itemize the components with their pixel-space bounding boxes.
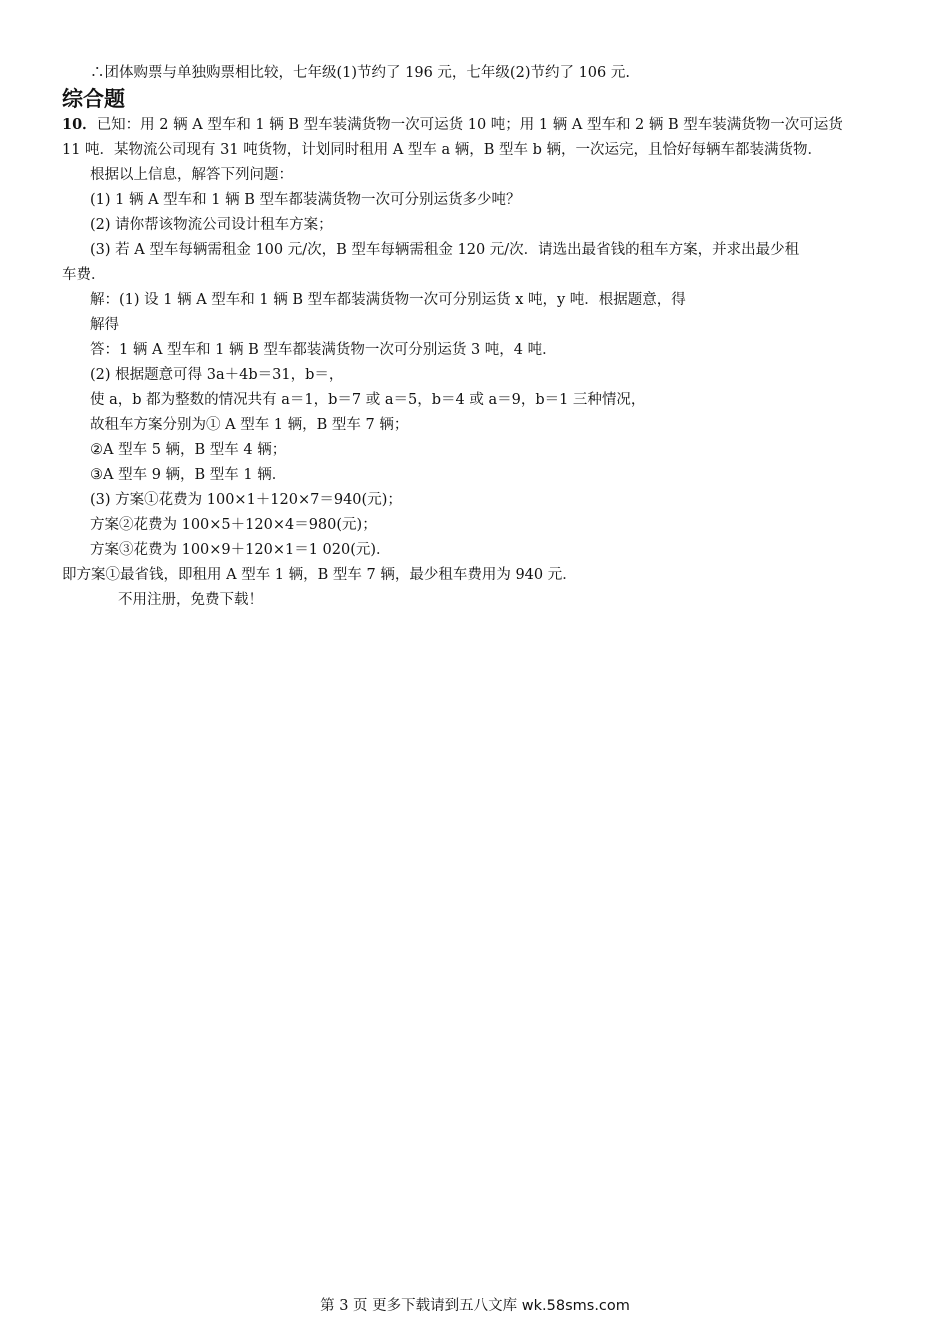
section-heading: 综合题 <box>62 87 125 111</box>
solution-line-6: 故租车方案分别为① A 型车 1 辆，B 型车 7 辆； <box>90 417 409 433</box>
free-download-note: 不用注册，免费下载！ <box>118 592 263 608</box>
question-part-1: (1) 1 辆 A 型车和 1 辆 B 型车都装满货物一次可分别运货多少吨？ <box>90 192 521 208</box>
question-part-3-line-1: (3) 若 A 型车每辆需租金 100 元/次，B 型车每辆需租金 120 元/次．请选出最省钱的租车方案，并求出最少租 <box>90 242 800 258</box>
solution-line-4: (2) 根据题意可得 3a＋4b＝31，b＝， <box>90 367 344 383</box>
page-footer <box>0 1297 950 1315</box>
solution-line-12: 即方案①最省钱，即租用 A 型车 1 辆，B 型车 7 辆，最少租车费用为 940 元． <box>62 567 577 583</box>
intro-conclusion-line: ∴团体购票与单独购票相比较，七年级(1)节约了 196 元，七年级(2)节约了 106 元. <box>90 65 630 81</box>
solution-line-2: 解得 <box>90 317 119 333</box>
solution-line-5: 使 a，b 都为整数的情况共有 a＝1，b＝7 或 a＝5，b＝4 或 a＝9，b＝1 三种情况， <box>90 392 646 408</box>
solution-line-8: ③A 型车 9 辆，B 型车 1 辆． <box>90 467 287 483</box>
question-line-1 <box>62 116 843 134</box>
question-line-2: 11 吨．某物流公司现有 31 吨货物，计划同时租用 A 型车 a 辆，B 型车 b 辆，一次运完，且恰好每辆车都装满货物． <box>62 142 823 158</box>
solution-line-9: (3) 方案①花费为 100×1＋120×7＝940(元)； <box>90 492 402 508</box>
footer-text: 第 3 页 更多下载请到五八文库 <box>320 1298 522 1314</box>
solution-line-7: ②A 型车 5 辆，B 型车 4 辆； <box>90 442 287 458</box>
question-number: 10． <box>62 116 97 133</box>
question-text-1: 已知：用 2 辆 A 型车和 1 辆 B 型车装满货物一次可运货 10 吨；用 1 辆 A 型车和 2 辆 B 型车装满货物一次可运货 <box>96 117 843 133</box>
solution-line-3: 答：1 辆 A 型车和 1 辆 B 型车都装满货物一次可分别运货 3 吨，4 吨． <box>90 342 557 358</box>
question-part-3-line-2: 车费． <box>62 267 106 283</box>
solution-line-10: 方案②花费为 100×5＋120×4＝980(元)； <box>90 517 377 533</box>
solution-line-11: 方案③花费为 100×9＋120×1＝1 020(元)． <box>90 542 391 558</box>
question-part-2: (2) 请你帮该物流公司设计租车方案； <box>90 217 333 233</box>
question-line-3: 根据以上信息，解答下列问题： <box>90 167 293 183</box>
solution-line-1: 解：(1) 设 1 辆 A 型车和 1 辆 B 型车都装满货物一次可分别运货 x 吨，y 吨．根据题意，得 <box>90 292 686 308</box>
footer-site-link[interactable]: wk.58sms.com <box>521 1298 630 1314</box>
